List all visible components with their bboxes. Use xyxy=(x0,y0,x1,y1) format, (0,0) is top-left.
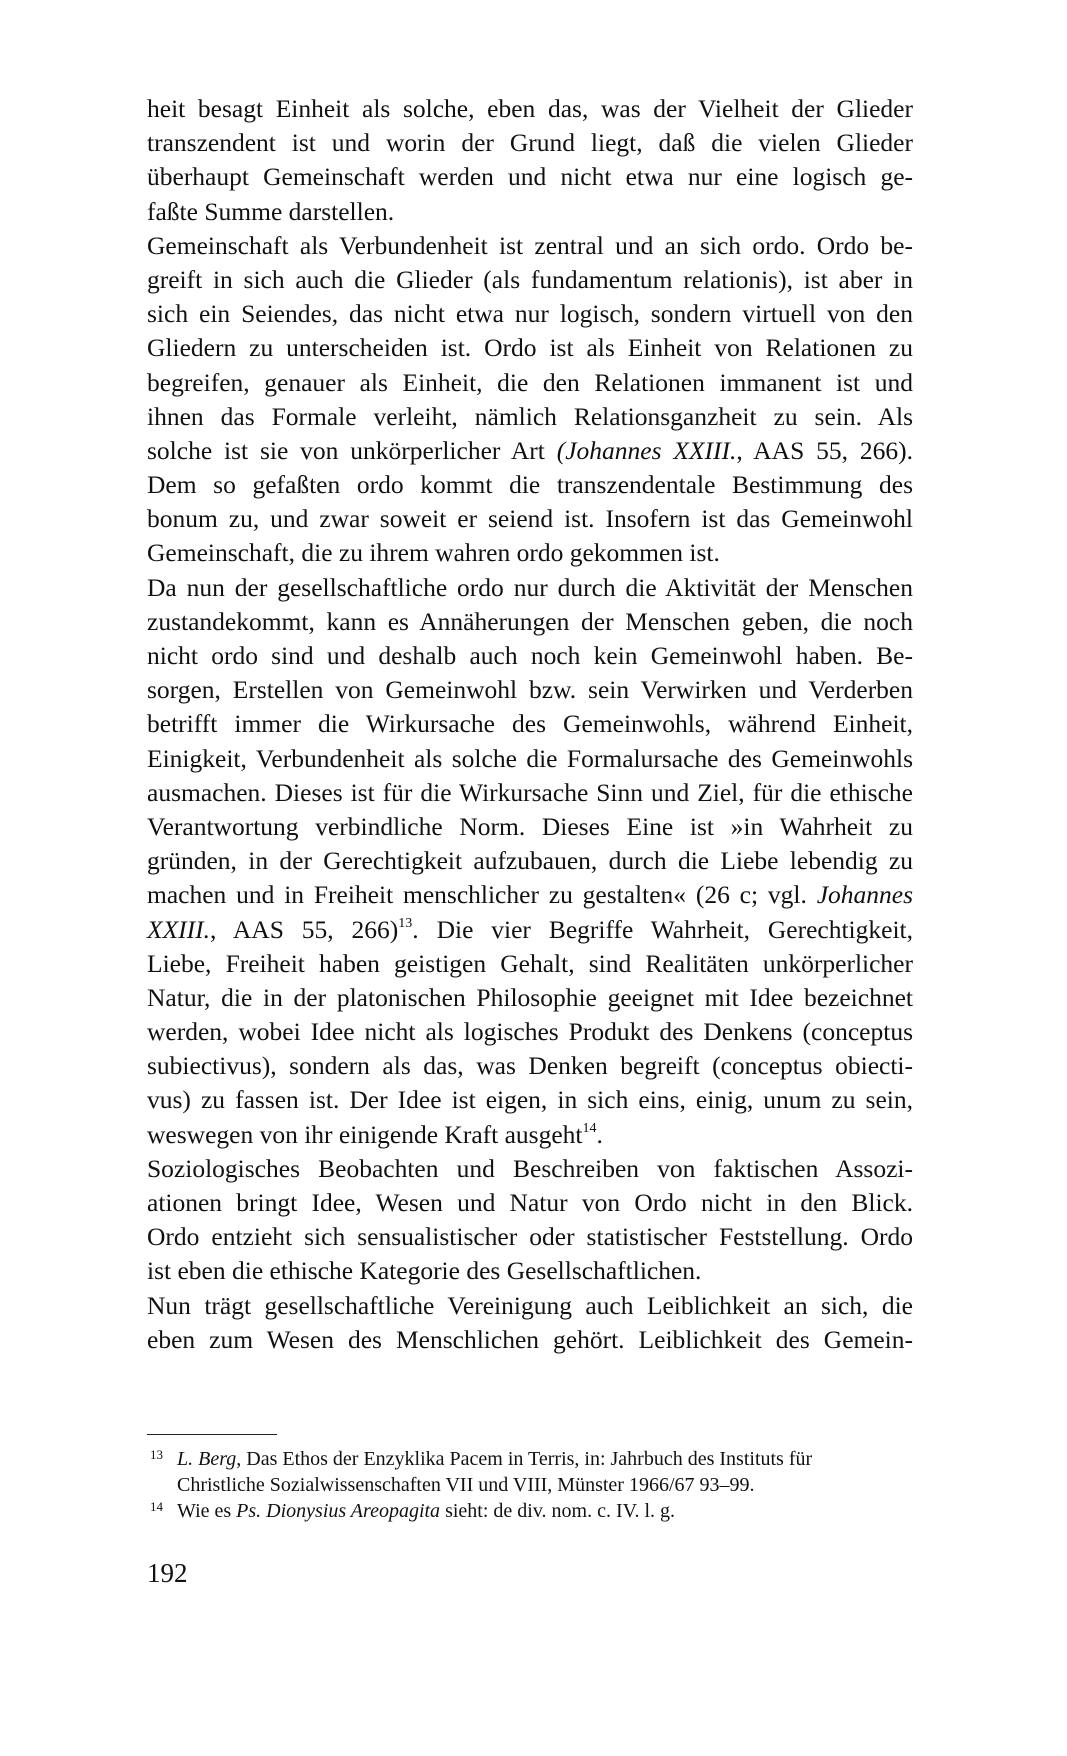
line-text: Gemeinschaft als Verbundenheit ist zentral und an sich ordo. Ordo be- xyxy=(147,230,913,260)
citation-italic: (Johannes XXIII. xyxy=(556,435,737,465)
line-text: Da nun der gesellschaftliche ordo nur durch die Aktivität der Menschen xyxy=(147,572,913,602)
text-line xyxy=(147,1015,913,1049)
text-line xyxy=(147,502,913,536)
line-text: betrifft immer die Wirkursache des Gemeinwohls, während Einheit, xyxy=(147,709,913,739)
footnote-author: Ps. Dionysius Areopagita xyxy=(236,1500,441,1522)
line-text: . xyxy=(596,1119,603,1149)
footnote-number: 14 xyxy=(150,1499,163,1514)
text-line xyxy=(147,400,913,434)
text-line xyxy=(147,1254,913,1288)
citation-italic: XXIII. xyxy=(147,914,211,944)
body-text xyxy=(147,92,913,1357)
line-text: sorgen, Erstellen von Gemeinwohl bzw. sein Verwirken und Verderben xyxy=(147,675,913,705)
line-text: faßte Summe darstellen. xyxy=(147,196,395,226)
text-line xyxy=(147,742,913,776)
line-text: eben zum Wesen des Menschlichen gehört. Leiblichkeit des Gemein- xyxy=(147,1324,913,1354)
text-line xyxy=(147,707,913,741)
line-text: subiectivus), sondern als das, was Denken begreift (conceptus obiecti- xyxy=(147,1051,913,1081)
text-line xyxy=(147,1289,913,1323)
text-line xyxy=(147,639,913,673)
text-line xyxy=(147,810,913,844)
text-line xyxy=(147,92,913,126)
line-text: vus) zu fassen ist. Der Idee ist eigen, in sich eins, einig, unum zu sein, xyxy=(147,1085,913,1115)
line-text: zustandekommt, kann es Annäherungen der Menschen geben, die noch xyxy=(147,606,913,636)
line-text: begreifen, genauer als Einheit, die den Relationen immanent ist und xyxy=(147,367,913,397)
footnote-line xyxy=(177,1498,913,1524)
text-line xyxy=(147,434,913,468)
text-line xyxy=(147,605,913,639)
footnote-reference: 14 xyxy=(582,1120,597,1136)
line-text: transzendent ist und worin der Grund liegt, daß die vielen Glieder xyxy=(147,128,913,158)
line-text: Liebe, Freiheit haben geistigen Gehalt, sind Realitäten unkörperlicher xyxy=(147,948,913,978)
text-line xyxy=(147,1323,913,1357)
text-line xyxy=(147,297,913,331)
text-line xyxy=(147,536,913,570)
line-text: greift in sich auch die Glieder (als fundamentum relationis), ist aber in xyxy=(147,264,913,294)
footnote-separator xyxy=(147,1434,277,1435)
line-text: machen und in Freiheit menschlicher zu gestalten« (26 c; vgl. xyxy=(147,880,817,910)
line-text: , AAS 55, 266) xyxy=(210,914,399,944)
line-text: werden, wobei Idee nicht als logisches Produkt des Denkens (conceptus xyxy=(147,1017,913,1047)
text-line xyxy=(147,263,913,297)
footnote-author: L. Berg xyxy=(177,1448,237,1470)
line-text: ihnen das Formale verleiht, nämlich Relationsganzheit zu sein. Als xyxy=(147,401,913,431)
line-text: Gemeinschaft, die zu ihrem wahren ordo gekommen ist. xyxy=(147,538,720,568)
text-line xyxy=(147,776,913,810)
line-text: Verantwortung verbindliche Norm. Dieses Eine ist »in Wahrheit zu xyxy=(147,811,913,841)
text-line xyxy=(147,1118,913,1152)
text-line xyxy=(147,331,913,365)
line-text: Soziologisches Beobachten und Beschreiben von faktischen Assozi- xyxy=(147,1153,913,1183)
footnote-text: Wie es xyxy=(177,1500,237,1522)
footnote-reference: 13 xyxy=(398,915,413,931)
footnote-13 xyxy=(147,1446,913,1498)
text-line xyxy=(147,571,913,605)
text-line xyxy=(147,195,913,229)
line-text: , AAS 55, 266). xyxy=(736,435,914,465)
line-text: bonum zu, und zwar soweit er seiend ist. Insofern ist das Gemeinwohl xyxy=(147,504,913,534)
line-text: solche ist sie von unkörperlicher Art xyxy=(147,435,557,465)
line-text: Ordo entzieht sich sensualistischer oder statistischer Feststellung. Ordo xyxy=(147,1222,913,1252)
text-line xyxy=(147,366,913,400)
footnotes xyxy=(147,1446,913,1524)
line-text: sich ein Seiendes, das nicht etwa nur logisch, sondern virtuell von den xyxy=(147,299,913,329)
line-text: weswegen von ihr einigende Kraft ausgeht xyxy=(147,1119,583,1149)
line-text: Einigkeit, Verbundenheit als solche die Formalursache des Gemeinwohls xyxy=(147,743,913,773)
line-text: ist eben die ethische Kategorie des Gesellschaftlichen. xyxy=(147,1256,702,1286)
citation-italic: Johannes xyxy=(816,880,913,910)
text-line xyxy=(147,673,913,707)
text-line xyxy=(147,913,913,947)
footnote-14 xyxy=(147,1498,913,1524)
text-line xyxy=(147,1220,913,1254)
text-line xyxy=(147,947,913,981)
footnote-line: Christliche Sozialwissenschaften VII und VIII, Münster 1966/67 93–99. xyxy=(177,1474,755,1496)
page-number: 192 xyxy=(147,1558,188,1588)
text-line xyxy=(147,878,913,912)
text-line xyxy=(147,981,913,1015)
text-line xyxy=(147,160,913,194)
footnote-text: sieht: de div. nom. c. IV. l. g. xyxy=(440,1500,676,1522)
text-line xyxy=(147,1186,913,1220)
text-line xyxy=(147,1049,913,1083)
line-text: ationen bringt Idee, Wesen und Natur von Ordo nicht in den Blick. xyxy=(147,1188,913,1217)
line-text: überhaupt Gemeinschaft werden und nicht etwa nur eine logisch ge- xyxy=(147,162,913,192)
text-line xyxy=(147,126,913,160)
text-line xyxy=(147,229,913,263)
line-text: Natur, die in der platonischen Philosophie geeignet mit Idee bezeichnet xyxy=(147,982,913,1012)
line-text: gründen, in der Gerechtigkeit aufzubauen, durch die Liebe lebendig zu xyxy=(147,846,913,876)
text-line xyxy=(147,844,913,878)
footnote-text: , Das Ethos der Enzyklika Pacem in Terris, in: Jahrbuch des Instituts für xyxy=(236,1448,813,1470)
line-text: heit besagt Einheit als solche, eben das, was der Vielheit der Glieder xyxy=(147,94,913,123)
footnote-number: 13 xyxy=(150,1447,163,1462)
line-text: Dem so gefaßten ordo kommt die transzendentale Bestimmung des xyxy=(147,470,913,500)
text-line xyxy=(147,1152,913,1186)
footnote-line xyxy=(177,1446,913,1472)
line-text: ausmachen. Dieses ist für die Wirkursache Sinn und Ziel, für die ethische xyxy=(147,777,913,807)
line-text: . Die vier Begriffe Wahrheit, Gerechtigkeit, xyxy=(412,914,913,944)
line-text: Gliedern zu unterscheiden ist. Ordo ist als Einheit von Relationen zu xyxy=(147,333,913,363)
text-line xyxy=(147,468,913,502)
text-line xyxy=(147,1083,913,1117)
line-text: Nun trägt gesellschaftliche Vereinigung auch Leiblichkeit an sich, die xyxy=(147,1290,913,1320)
line-text: nicht ordo sind und deshalb auch noch kein Gemeinwohl haben. Be- xyxy=(147,641,913,670)
